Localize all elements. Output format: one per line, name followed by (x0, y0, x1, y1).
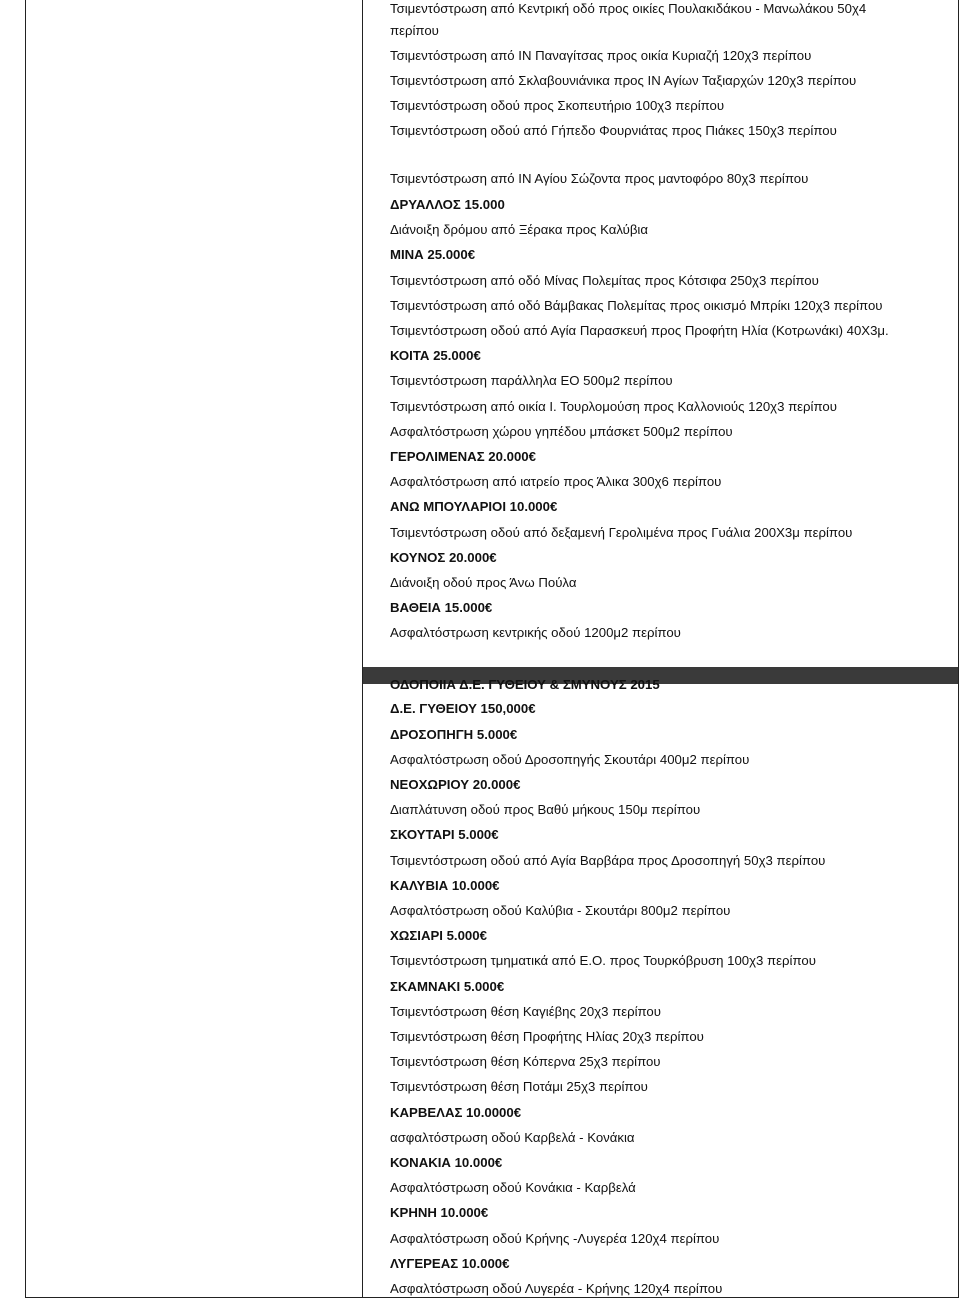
area-budget-heading: ΣΚΑΜΝΑΚΙ 5.000€ (390, 979, 505, 994)
project-line: Διάνοιξη οδού προς Άνω Πούλα (390, 575, 577, 590)
area-budget-heading: ΝΕΟΧΩΡΙΟΥ 20.000€ (390, 777, 521, 792)
project-line: Ασφαλτόστρωση χώρου γηπέδου μπάσκετ 500μ2 περίπου (390, 424, 733, 439)
area-budget-heading: ΑΝΩ ΜΠΟΥΛΑΡΙΟΙ 10.000€ (390, 499, 558, 514)
area-budget-heading: ΚΑΛΥΒΙΑ 10.000€ (390, 878, 500, 893)
project-line: Τσιμεντόστρωση θέση Ποτάμι 25χ3 περίπου (390, 1079, 648, 1094)
project-line: ασφαλτόστρωση οδού Καρβελά - Κονάκια (390, 1130, 635, 1145)
area-budget-heading: ΣΚΟΥΤΑΡΙ 5.000€ (390, 827, 499, 842)
project-line: Τσιμεντόστρωση από Κεντρική οδό προς οικίες Πουλακιδάκου - Μανωλάκου 50χ4 (390, 1, 867, 16)
table-border-left (25, 0, 26, 1298)
project-line: Ασφαλτόστρωση κεντρικής οδού 1200μ2 περίπου (390, 625, 681, 640)
project-line: Ασφαλτόστρωση οδού Καλύβια - Σκουτάρι 800μ2 περίπου (390, 903, 731, 918)
area-budget-heading: ΔΡΟΣΟΠΗΓΗ 5.000€ (390, 727, 518, 742)
project-line: Ασφαλτόστρωση οδού Δροσοπηγής Σκουτάρι 400μ2 περίπου (390, 752, 750, 767)
area-budget-heading: ΚΡΗΝΗ 10.000€ (390, 1205, 489, 1220)
project-line: Τσιμεντόστρωση θέση Προφήτης Ηλίας 20χ3 περίπου (390, 1029, 704, 1044)
area-budget-heading: ΜΙΝΑ 25.000€ (390, 247, 476, 262)
project-line: περίπου (390, 23, 439, 38)
area-budget-heading: ΔΡΥΑΛΛΟΣ 15.000 (390, 197, 505, 212)
project-line: Διαπλάτυνση οδού προς Βαθύ μήκους 150μ περίπου (390, 802, 701, 817)
table-column-divider (362, 0, 363, 1298)
area-budget-heading: ΒΑΘΕΙΑ 15.000€ (390, 600, 493, 615)
project-line: Τσιμεντόστρωση θέση Καγιέβης 20χ3 περίπου (390, 1004, 661, 1019)
area-budget-heading: ΚΟΙΤΑ 25.000€ (390, 348, 481, 363)
project-line: Τσιμεντόστρωση παράλληλα ΕΟ 500μ2 περίπου (390, 373, 673, 388)
area-budget-heading: Δ.Ε. ΓΥΘΕΙΟΥ 150,000€ (390, 701, 536, 716)
project-line: Τσιμεντόστρωση από ΙΝ Παναγίτσας προς οικία Κυριαζή 120χ3 περίπου (390, 48, 812, 63)
project-line: Ασφαλτόστρωση οδού Κονάκια - Καρβελά (390, 1180, 636, 1195)
area-budget-heading: ΧΩΣΙΑΡΙ 5.000€ (390, 928, 487, 943)
area-budget-heading: ΚΟΥΝΟΣ 20.000€ (390, 550, 497, 565)
project-line: Τσιμεντόστρωση τμηματικά από Ε.Ο. προς Τουρκόβρυση 100χ3 περίπου (390, 953, 816, 968)
project-line: Τσιμεντόστρωση από οδό Βάμβακας Πολεμίτας προς οικισμό Μπρίκι 120χ3 περίπου (390, 298, 883, 313)
project-line: Τσιμεντόστρωση από οικία Ι. Τουρλομούση προς Καλλονιούς 120χ3 περίπου (390, 399, 837, 414)
project-line: Τσιμεντόστρωση θέση Κόπερνα 25χ3 περίπου (390, 1054, 661, 1069)
project-line: Τσιμεντόστρωση οδού από Αγία Βαρβάρα προς Δροσοπηγή 50χ3 περίπου (390, 853, 826, 868)
area-budget-heading: ΓΕΡΟΛΙΜΕΝΑΣ 20.000€ (390, 449, 536, 464)
project-line: Τσιμεντόστρωση οδού από Γήπεδο Φουρνιάτας προς Πιάκες 150χ3 περίπου (390, 123, 837, 138)
area-budget-heading: ΛΥΓΕΡΕΑΣ 10.000€ (390, 1256, 510, 1271)
project-line: Ασφαλτόστρωση οδού Κρήνης -Λυγερέα 120χ4 περίπου (390, 1231, 720, 1246)
section-header-title: ΟΔΟΠΟΙΙΑ Δ.Ε. ΓΥΘΕΙΟΥ & ΣΜΥΝΟΥΣ 2015 (390, 677, 660, 692)
project-line: Τσιμεντόστρωση από Σκλαβουνιάνικα προς ΙΝ Αγίων Ταξιαρχών 120χ3 περίπου (390, 73, 857, 88)
area-budget-heading: ΚΟΝΑΚΙΑ 10.000€ (390, 1155, 503, 1170)
project-line: Ασφαλτόστρωση οδού Λυγερέα - Κρήνης 120χ4 περίπου (390, 1281, 723, 1296)
project-line: Τσιμεντόστρωση από ΙΝ Αγίου Σώζοντα προς μαντοφόρο 80χ3 περίπου (390, 171, 809, 186)
project-line: Τσιμεντόστρωση οδού από δεξαμενή Γερολιμένα προς Γυάλια 200Χ3μ περίπου (390, 525, 853, 540)
project-line: Τσιμεντόστρωση οδού προς Σκοπευτήριο 100χ3 περίπου (390, 98, 725, 113)
project-line: Τσιμεντόστρωση οδού από Αγία Παρασκευή προς Προφήτη Ηλία (Κοτρωνάκι) 40Χ3μ. (390, 323, 889, 338)
area-budget-heading: ΚΑΡΒΕΛΑΣ 10.0000€ (390, 1105, 522, 1120)
project-line: Διάνοιξη δρόμου από Ξέρακα προς Καλύβια (390, 222, 648, 237)
project-line: Ασφαλτόστρωση από ιατρείο προς Άλικα 300χ6 περίπου (390, 474, 722, 489)
project-line: Τσιμεντόστρωση από οδό Μίνας Πολεμίτας προς Κότσιφα 250χ3 περίπου (390, 273, 819, 288)
table-border-right (958, 0, 959, 1298)
